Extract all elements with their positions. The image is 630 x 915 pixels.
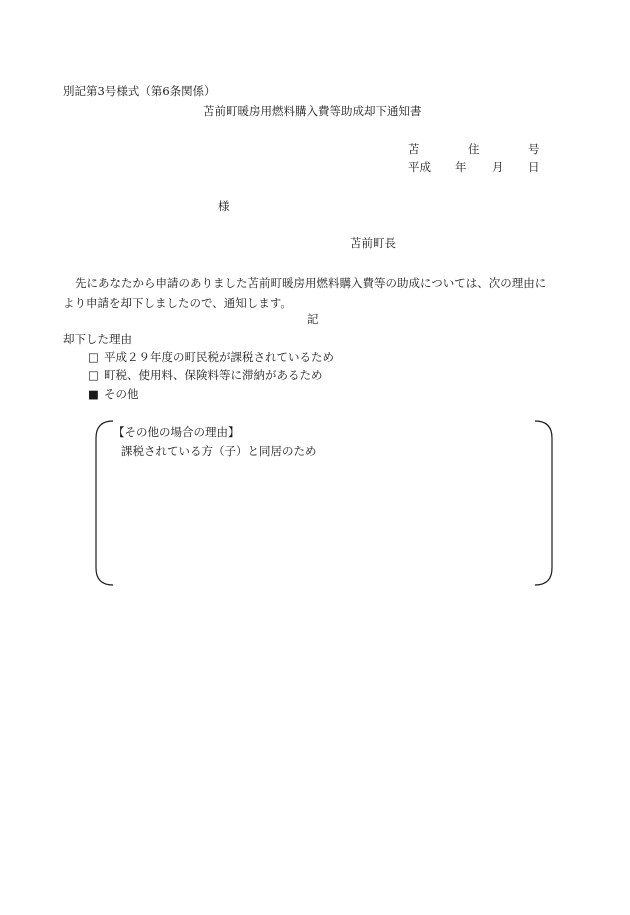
reasons-heading: 却下した理由: [63, 332, 132, 346]
date-era: 平成: [408, 160, 431, 174]
checkbox-unchecked-icon: □: [88, 368, 99, 382]
other-reason-text: 課税されている方（子）と同居のため: [121, 444, 317, 458]
issue-number-middle: 住: [468, 142, 480, 156]
checkbox-unchecked-icon: □: [88, 350, 99, 364]
date-month-unit: 月: [492, 160, 504, 174]
reason-label: 町税、使用料、保険料等に滞納があるため: [104, 368, 323, 382]
reason-label: その他: [104, 387, 139, 401]
reason-item-other: [88, 389, 139, 401]
other-reason-label: 【その他の場合の理由】: [113, 425, 240, 439]
issue-number-suffix: 号: [528, 142, 540, 156]
date-day-unit: 日: [528, 160, 540, 174]
sender-name: 苫前町長: [350, 236, 396, 250]
ki-marker: 記: [307, 312, 319, 326]
notice-body: 先にあなたから申請のありました苫前町暖房用燃料購入費等の助成については、次の理由により申請を却下しましたので、通知します。: [63, 276, 547, 310]
date-year-unit: 年: [455, 160, 467, 174]
reason-item-arrears: [88, 370, 323, 382]
reason-item-tax: [88, 352, 334, 364]
checkbox-checked-icon: ■: [88, 387, 99, 401]
issue-number-prefix: 苫: [408, 142, 420, 156]
form-number: 別記第3号様式（第6条関係）: [63, 84, 216, 98]
document-title: 苫前町暖房用燃料購入費等助成却下通知書: [203, 104, 422, 118]
reason-label: 平成２９年度の町民税が課税されているため: [104, 350, 334, 364]
addressee: 様: [218, 199, 230, 213]
